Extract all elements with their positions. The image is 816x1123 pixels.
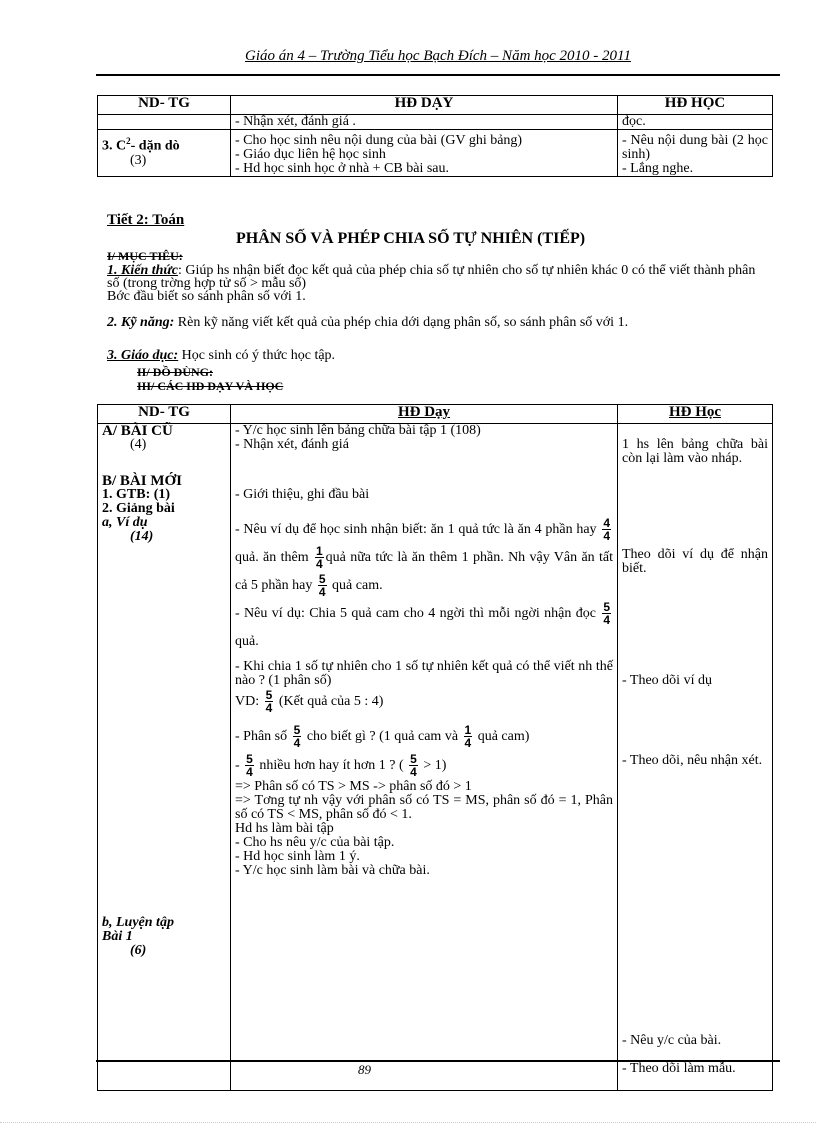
cell-text: Theo dõi ví dụ để nhận biết. xyxy=(622,547,768,576)
objective-text: : Giúp hs nhận biết đọc kết quả của phép chia số tự nhiên cho số tự nhiên khác 0 có thể viết thành phân số (trong trờng hợp tử số > mẫu số) xyxy=(107,263,756,291)
cell-text: cho biết gì ? (1 quả cam và xyxy=(306,729,459,744)
fraction-5-4: $\frac{5}{4}$ xyxy=(410,752,417,780)
page-number: 89 xyxy=(358,1062,371,1077)
cell-text: - Nhận xét, đánh giá . xyxy=(231,115,618,130)
cell-text: - Y/c học sinh làm bài và chữa bài. xyxy=(235,863,430,878)
fraction-4-4: $\frac{4}{4}$ xyxy=(603,516,610,544)
cell-text: quả. ăn thêm xyxy=(235,550,309,565)
fraction-5-4: $\frac{5}{4}$ xyxy=(318,572,326,600)
row-time: (6) xyxy=(130,943,147,958)
cell-text: VD: xyxy=(235,694,260,709)
row-label: b, Luyện tập xyxy=(102,915,174,930)
cell-text: - Giáo dục liên hệ học sinh xyxy=(235,147,386,162)
objective-label: 1. Kiến thức xyxy=(107,263,179,278)
objective-text: Bớc đầu biết so sánh phân số với 1. xyxy=(107,289,306,304)
section-objectives: I/ MỤC TIÊU: xyxy=(107,249,183,263)
cell-text: đọc. xyxy=(618,115,773,130)
section-materials: II/ ĐỒ DÙNG: xyxy=(137,365,214,379)
row-time: (3) xyxy=(130,152,147,168)
cell-text: - Theo dõi ví dụ xyxy=(622,673,712,688)
example-2 xyxy=(235,600,613,656)
row-time: (4) xyxy=(130,437,147,452)
cell-text: quả nữa tức là ăn thêm 1 phần. Nh vậy Vân ăn tất cả 5 phần hay xyxy=(235,550,614,593)
cell-text: (Kết quả của 5 : 4) xyxy=(278,694,384,709)
cell-text: - Giới thiệu, ghi đầu bài xyxy=(235,487,370,502)
cell-text: - Nêu ví dụ để học sinh nhận biết: ăn 1 quả tức là ăn 4 phần hay xyxy=(235,522,597,537)
question-2 xyxy=(235,752,613,780)
row-label: 1. GTB: (1) xyxy=(102,487,171,502)
section-activities: III/ CÁC HĐ DẠY VÀ HỌC xyxy=(137,379,284,393)
lesson-period: Tiết 2: Toán xyxy=(107,212,185,228)
fraction-5-4: $\frac{5}{4}$ xyxy=(293,723,301,751)
cell-text: - Y/c học sinh lên bảng chữa bài tập 1 (108) xyxy=(235,423,481,438)
cell-text: - Phân số xyxy=(235,729,288,744)
cell-text: 1 hs lên bảng chữa bài còn lại làm vào nháp. xyxy=(622,437,768,466)
cell-text: - Nhận xét, đánh giá xyxy=(235,437,349,452)
header-rule xyxy=(96,74,780,76)
cell-text: - Theo dõi, nêu nhận xét. xyxy=(622,753,763,768)
cell-text: - Theo dõi làm mẫu. xyxy=(622,1061,736,1076)
objective-label: 2. Kỹ năng: xyxy=(107,315,175,330)
fraction-1-4: $\frac{1}{4}$ xyxy=(464,723,472,751)
objective-label: 3. Giáo dục: xyxy=(107,348,179,363)
cell-text: Hd hs làm bài tập xyxy=(235,821,334,836)
cell-text: quả. xyxy=(235,634,259,649)
cell-text: nhiều hơn hay ít hơn 1 ? ( xyxy=(259,758,404,773)
row-label: a, Ví dụ xyxy=(102,515,148,530)
lesson-title: PHÂN SỐ VÀ PHÉP CHIA SỐ TỰ NHIÊN (TIẾP) xyxy=(236,230,586,247)
col-header-nd-tg: ND- TG xyxy=(98,96,231,115)
fraction-1-4: $\frac{1}{4}$ xyxy=(315,544,323,572)
example-1 xyxy=(235,516,613,600)
row-label: A/ BÀI CŨ xyxy=(102,423,173,439)
page-header: Giáo án 4 – Trường Tiểu học Bạch Đích – Năm học 2010 - 2011 xyxy=(245,48,631,64)
question-1 xyxy=(235,722,613,752)
objective-knowledge xyxy=(107,264,767,303)
footer-rule xyxy=(96,1060,780,1062)
cell-text: > 1) xyxy=(423,758,447,773)
cell-text: - Cho học sinh nêu nội dung của bài (GV ghi bảng) xyxy=(235,133,523,148)
cell-text: - Nêu y/c của bài. xyxy=(622,1033,722,1048)
cell-text: - Nêu nội dung bài (2 học sinh) xyxy=(622,133,768,162)
example-vd xyxy=(235,688,613,716)
fraction-5-4: $\frac{5}{4}$ xyxy=(603,600,611,628)
row-label: Bài 1 xyxy=(102,929,133,944)
row-label: B/ BÀI MỚI xyxy=(102,473,183,489)
table-activities xyxy=(97,404,773,1091)
col-header-nd-tg: ND- TG xyxy=(98,405,231,424)
cell-text: - Hd học sinh làm 1 ý. xyxy=(235,849,360,864)
fraction-5-4: $\frac{5}{4}$ xyxy=(265,688,273,716)
col-header-hd-hoc: HĐ HỌC xyxy=(618,96,773,115)
table-previous-lesson xyxy=(97,95,773,177)
row-label: 2. Giảng bài xyxy=(102,501,175,516)
col-header-hd-day: HĐ DẠY xyxy=(231,96,618,115)
cell-text: - xyxy=(235,758,240,773)
col-header-hd-day: HĐ Dạy xyxy=(231,405,618,424)
cell-text: - Lắng nghe. xyxy=(622,161,694,176)
cell-text: => Tơng tự nh vậy với phân số có TS = MS, phân số đó = 1, Phân số có TS < MS, phân số đó < 1. xyxy=(235,793,613,822)
cell-text: - Hd học sinh học ở nhà + CB bài sau. xyxy=(235,161,449,176)
row-time: (14) xyxy=(130,529,154,544)
col-header-hd-hoc: HĐ Học xyxy=(618,405,773,424)
row-label: 3. C xyxy=(102,138,127,154)
cell-text: => Phân số có TS > MS -> phân số đó > 1 xyxy=(235,779,472,794)
cell-text: quả cam) xyxy=(477,729,530,744)
cell-text: - Nêu ví dụ: Chia 5 quả cam cho 4 ngời thì mỗi ngời nhận đọc xyxy=(235,606,596,621)
row-label: - dặn dò xyxy=(130,138,180,154)
superscript: 2 xyxy=(126,136,131,146)
cell-text: quả cam. xyxy=(332,578,383,593)
objective-skill xyxy=(107,316,767,329)
fraction-5-4: $\frac{5}{4}$ xyxy=(246,752,253,780)
cell-text: - Cho hs nêu y/c của bài tập. xyxy=(235,835,395,850)
objective-education xyxy=(107,349,767,362)
objective-text: Rèn kỹ năng viết kết quả của phép chia dới dạng phân số, so sánh phân số với 1. xyxy=(174,315,629,330)
cell-text: - Khi chia 1 số tự nhiên cho 1 số tự nhiên kết quả có thể viết nh thế nào ? (1 phân số) xyxy=(235,659,613,688)
objective-text: Học sinh có ý thức học tập. xyxy=(178,348,336,363)
